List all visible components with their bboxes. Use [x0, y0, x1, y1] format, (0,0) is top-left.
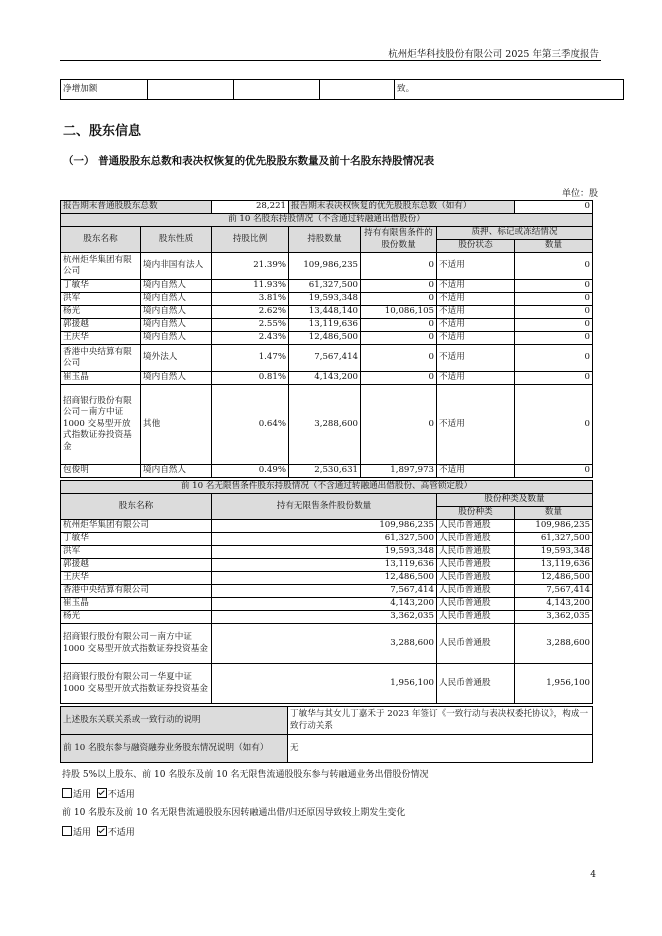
cell-qty: 3,288,600	[212, 624, 437, 664]
cell-count: 3,288,600	[515, 624, 593, 664]
cell-kind: 人民币普通股	[437, 520, 515, 533]
cell-kind: 人民币普通股	[437, 664, 515, 704]
cell-count: 0	[515, 293, 593, 306]
table-row	[61, 465, 593, 478]
cell-count: 4,143,200	[515, 598, 593, 611]
cell-status: 不适用	[437, 306, 515, 319]
table-row	[61, 332, 593, 345]
col-ratio-header: 持股比例	[212, 227, 289, 253]
table-row	[61, 520, 593, 533]
table-row	[61, 372, 593, 385]
cell-nature: 境内非国有法人	[141, 253, 212, 280]
margin-label: 前 10 名股东参与融资融券业务股东情况说明（如有）	[61, 735, 288, 763]
cell-count: 3,362,035	[515, 611, 593, 624]
cell-kind: 人民币普通股	[437, 611, 515, 624]
cell-nature: 境内自然人	[141, 280, 212, 293]
table-row	[61, 546, 593, 559]
cell-nature: 其他	[141, 385, 212, 465]
cell-name: 杭州炬华集团有限公司	[61, 253, 141, 280]
cell-status: 不适用	[437, 319, 515, 332]
cell-status: 不适用	[437, 372, 515, 385]
cell-qty: 19,593,348	[289, 293, 361, 306]
cell-status: 不适用	[437, 253, 515, 280]
cell-status: 不适用	[437, 280, 515, 293]
cell-count: 0	[515, 306, 593, 319]
cell-ratio: 2.43%	[212, 332, 289, 345]
cell-restricted: 0	[361, 385, 437, 465]
col-qty-header: 持股数量	[289, 227, 361, 253]
table-row	[61, 533, 593, 546]
cell-qty: 109,986,235	[289, 253, 361, 280]
checkbox-checked-icon[interactable]	[97, 826, 107, 836]
table-row	[61, 253, 593, 280]
table-row	[61, 306, 593, 319]
cell-count: 1,956,100	[515, 664, 593, 704]
cell-name: 崔玉晶	[61, 372, 141, 385]
cell-qty: 1,956,100	[212, 664, 437, 704]
cell-restricted: 0	[361, 293, 437, 306]
cell-qty: 61,327,500	[212, 533, 437, 546]
cell-qty: 4,143,200	[212, 598, 437, 611]
cell-name: 香港中央结算有限公司	[61, 585, 212, 598]
table-row	[61, 385, 593, 465]
checkbox-unchecked-icon[interactable]	[62, 788, 72, 798]
cell-restricted: 0	[361, 253, 437, 280]
unit-label: 单位：股	[561, 189, 598, 199]
subsection-title: （一） 普通股股东总数和表决权恢复的优先股股东数量及前十名股东持股情况表	[63, 155, 435, 167]
cell-status: 不适用	[437, 385, 515, 465]
top10-title: 前 10 名股东持股情况（不含通过转融通出借股份）	[61, 214, 593, 227]
cell-restricted: 0	[361, 372, 437, 385]
u-col-qty-header: 持有无限售条件股份数量	[212, 494, 437, 520]
cell-qty: 2,530,631	[289, 465, 361, 478]
cell-name: 洪军	[61, 293, 141, 306]
cell-kind: 人民币普通股	[437, 559, 515, 572]
u-col-count-header: 数量	[515, 507, 593, 520]
section-title: 二、股东信息	[63, 124, 142, 139]
cashflow-table-tail	[60, 79, 624, 100]
preferred-holders-value: 0	[515, 201, 593, 214]
cell-ratio: 21.39%	[212, 253, 289, 280]
cell-count: 7,567,414	[515, 585, 593, 598]
cell-name: 招商银行股份有限公司－华夏中证 1000 交易型开放式指数证券投资基金	[61, 664, 212, 704]
note-1-options	[62, 787, 135, 800]
cell-qty: 13,119,636	[289, 319, 361, 332]
preferred-holders-label: 报告期末表决权恢复的优先股股东总数（如有）	[289, 201, 515, 214]
table-row	[61, 611, 593, 624]
cell-status: 不适用	[437, 332, 515, 345]
cell-qty: 3,362,035	[212, 611, 437, 624]
option-applicable: 适用	[73, 790, 92, 800]
cell-count: 61,327,500	[515, 533, 593, 546]
cell-count: 0	[515, 385, 593, 465]
cell-status: 不适用	[437, 465, 515, 478]
relation-table	[60, 706, 593, 763]
cell-nature: 境内自然人	[141, 306, 212, 319]
cell-count: 0	[515, 280, 593, 293]
page-number: 4	[590, 870, 596, 880]
cell-nature: 境内自然人	[141, 332, 212, 345]
note-2: 前 10 名股东及前 10 名无限售流通股股东因转融通出借/归还原因导致较上期发生变化	[62, 808, 406, 818]
cell-qty: 7,567,414	[289, 345, 361, 372]
cell-count: 109,986,235	[515, 520, 593, 533]
total-holders-value: 28,221	[212, 201, 289, 214]
cell-name: 丁敏华	[61, 533, 212, 546]
cell-ratio: 3.81%	[212, 293, 289, 306]
relation-value: 丁敏华与其女儿丁嘉禾于 2023 年签订《一致行动与表决权委托协议》，构成一致行动关系	[288, 707, 593, 735]
cell-count: 13,119,636	[515, 559, 593, 572]
cashflow-tail-text: 致。	[395, 80, 624, 100]
cell-count: 0	[515, 319, 593, 332]
cell-ratio: 0.81%	[212, 372, 289, 385]
col-status-header: 股份状态	[437, 240, 515, 253]
cell-qty: 19,593,348	[212, 546, 437, 559]
cell-restricted: 1,897,973	[361, 465, 437, 478]
u-col-name-header: 股东名称	[61, 494, 212, 520]
cell-name: 杨光	[61, 306, 141, 319]
table-row	[61, 598, 593, 611]
cell-kind: 人民币普通股	[437, 546, 515, 559]
cell-ratio: 2.62%	[212, 306, 289, 319]
table-row	[61, 624, 593, 664]
cell-count: 0	[515, 465, 593, 478]
unrestricted-table	[60, 480, 593, 704]
option-not-applicable: 不适用	[107, 828, 135, 838]
table-row	[61, 572, 593, 585]
table-row	[61, 559, 593, 572]
cell-name: 丁敏华	[61, 280, 141, 293]
cell-name: 包俊明	[61, 465, 141, 478]
cell-restricted: 0	[361, 319, 437, 332]
cell-name: 郭援越	[61, 559, 212, 572]
cell-qty: 4,143,200	[289, 372, 361, 385]
cell-qty: 109,986,235	[212, 520, 437, 533]
cell-ratio: 2.55%	[212, 319, 289, 332]
cell-kind: 人民币普通股	[437, 572, 515, 585]
cell-count: 0	[515, 372, 593, 385]
cell-nature: 境内自然人	[141, 319, 212, 332]
cell-count: 0	[515, 253, 593, 280]
cell-restricted: 0	[361, 280, 437, 293]
cell-qty: 12,486,500	[212, 572, 437, 585]
report-header: 杭州炬华科技股份有限公司 2025 年第三季度报告	[388, 49, 599, 60]
cell-name: 洪军	[61, 546, 212, 559]
cell-status: 不适用	[437, 345, 515, 372]
col-restricted-header: 持有有限售条件的股份数量	[361, 227, 437, 253]
margin-value: 无	[288, 735, 593, 763]
cell-name: 杭州炬华集团有限公司	[61, 520, 212, 533]
cell-name: 杨光	[61, 611, 212, 624]
table-row	[61, 280, 593, 293]
cell-name: 王庆华	[61, 332, 141, 345]
cell-nature: 境内自然人	[141, 465, 212, 478]
cell-name: 崔玉晶	[61, 598, 212, 611]
checkbox-checked-icon[interactable]	[97, 788, 107, 798]
cell-qty: 7,567,414	[212, 585, 437, 598]
note-1: 持股 5%以上股东、前 10 名股东及前 10 名无限售流通股股东参与转融通业务出借股份情况	[62, 770, 429, 780]
cell-nature: 境内自然人	[141, 372, 212, 385]
table-row	[61, 664, 593, 704]
note-2-options	[62, 825, 135, 838]
cell-qty: 13,448,140	[289, 306, 361, 319]
cell-count: 12,486,500	[515, 572, 593, 585]
option-not-applicable: 不适用	[107, 790, 135, 800]
table-row	[61, 585, 593, 598]
unrestricted-title: 前 10 名无限售条件股东持股情况（不含通过转融通出借股份、高管锁定股）	[61, 481, 593, 494]
cell-name: 招商银行股份有限公司－南方中证 1000 交易型开放式指数证券投资基金	[61, 624, 212, 664]
cell-qty: 61,327,500	[289, 280, 361, 293]
cell-kind: 人民币普通股	[437, 585, 515, 598]
cell-qty: 13,119,636	[212, 559, 437, 572]
cell-count: 0	[515, 332, 593, 345]
cell-restricted: 10,086,105	[361, 306, 437, 319]
col-count-header: 数量	[515, 240, 593, 253]
cell-name: 郭援越	[61, 319, 141, 332]
total-holders-label: 报告期末普通股股东总数	[61, 201, 212, 214]
table-row	[61, 319, 593, 332]
cashflow-label: 净增加额	[61, 80, 148, 100]
cell-qty: 12,486,500	[289, 332, 361, 345]
cell-nature: 境外法人	[141, 345, 212, 372]
cell-count: 19,593,348	[515, 546, 593, 559]
cell-count: 0	[515, 345, 593, 372]
cell-ratio: 0.49%	[212, 465, 289, 478]
cell-kind: 人民币普通股	[437, 624, 515, 664]
col-pledge-header: 质押、标记或冻结情况	[437, 227, 593, 240]
table-row	[61, 345, 593, 372]
cell-name: 王庆华	[61, 572, 212, 585]
col-nature-header: 股东性质	[141, 227, 212, 253]
u-col-kind-group-header: 股份种类及数量	[437, 494, 593, 507]
cell-restricted: 0	[361, 332, 437, 345]
col-name-header: 股东名称	[61, 227, 141, 253]
table-row	[61, 293, 593, 306]
cell-status: 不适用	[437, 293, 515, 306]
cell-ratio: 11.93%	[212, 280, 289, 293]
cell-qty: 3,288,600	[289, 385, 361, 465]
cell-ratio: 1.47%	[212, 345, 289, 372]
cell-kind: 人民币普通股	[437, 598, 515, 611]
checkbox-unchecked-icon[interactable]	[62, 826, 72, 836]
cell-kind: 人民币普通股	[437, 533, 515, 546]
header-divider	[60, 60, 601, 61]
cell-restricted: 0	[361, 345, 437, 372]
cell-ratio: 0.64%	[212, 385, 289, 465]
shareholder-table	[60, 200, 593, 478]
cell-nature: 境内自然人	[141, 293, 212, 306]
relation-label: 上述股东关联关系或一致行动的说明	[61, 707, 288, 735]
option-applicable: 适用	[73, 828, 92, 838]
cell-name: 招商银行股份有限公司－南方中证 1000 交易型开放式指数证券投资基金	[61, 385, 141, 465]
cell-name: 香港中央结算有限公司	[61, 345, 141, 372]
u-col-kind-header: 股份种类	[437, 507, 515, 520]
